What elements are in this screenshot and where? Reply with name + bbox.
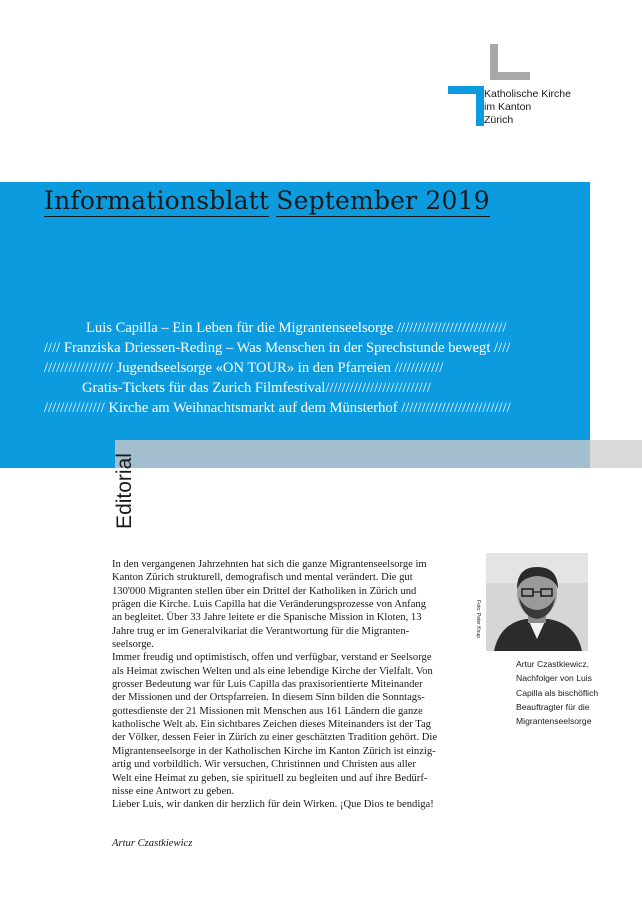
headline-1[interactable]: Luis Capilla – Ein Leben für die Migrantenseelsorge /////////////////////////// [86, 320, 507, 336]
caption-line: Capilla als bischöflich [516, 687, 599, 698]
author-signature: Artur Czastkiewicz [112, 838, 193, 849]
logo-line-1: Katholische Kirche [484, 88, 571, 100]
headline-4[interactable]: Gratis-Tickets für das Zurich Filmfestival////////////////////////// [82, 380, 431, 396]
logo-text [484, 88, 571, 127]
editorial-label: Editorial [113, 453, 136, 529]
article-line: katholische Welt ab. Ein sichtbares Zeichen dieses Miteinanders ist der Tag [112, 719, 431, 731]
caption-line: Migrantenseelsorge [516, 716, 592, 727]
title-part-1: Informationsblatt [44, 186, 270, 215]
page-title [44, 186, 490, 215]
article-line: grosser Bedeutung war für Luis Capilla das praxisorientierte Miteinander [112, 679, 423, 691]
article-line: Immer freudig und optimistisch, offen und verfügbar, verstand er Seelsorge [112, 652, 432, 664]
article-line: Welt eine Heimat zu geben, sie spirituell zu begleiten und auf ihre Bedürf- [112, 772, 428, 784]
article-line: In den vergangenen Jahrzehnten hat sich die ganze Migrantenseelsorge im [112, 559, 427, 570]
article-line: prägen die Kirche. Luis Capilla hat die Veränderungsprozesse von Anfang [112, 599, 426, 611]
logo-line-2: im Kanton [484, 101, 532, 113]
headline-3[interactable]: ///////////////// Jugendseelsorge «ON TOUR» in den Pfarreien //////////// [44, 360, 444, 376]
article-line: Lieber Luis, wir danken dir herzlich für dein Wirken. ¡Que Dios te bendiga! [112, 799, 434, 811]
photo-caption [516, 657, 598, 728]
photo-credit [475, 600, 485, 640]
title-part-2: September 2019 [276, 186, 490, 215]
article-line: nisse eine Antwort zu geben. [112, 785, 235, 797]
grey-stripe-overlap [115, 440, 590, 468]
caption-line: Beauftragter für die [516, 701, 590, 712]
section-label [113, 445, 139, 541]
article-line: der Völker, dessen Feier in Zürich zu einer geschätzten Tradition gehört. Die [112, 732, 438, 744]
article-line: 130'000 Migranten stellen über ein Drittel der Katholiken in Zürich und [112, 585, 417, 597]
article-line: an begleitet. Über 33 Jahre leitete er die Spanische Mission in Kloten, 13 [112, 612, 422, 624]
portrait-icon [486, 553, 588, 651]
author-photo [486, 553, 588, 651]
article-line: als Heimat zwischen Welten und als eine lebendige Kirche der Vielfalt. Von [112, 665, 433, 677]
caption-line: Nachfolger von Luis [516, 673, 592, 684]
photo-credit-text: Foto: Peter Knup [474, 600, 481, 638]
church-logo [448, 44, 628, 134]
article-line: artig und vorbildlich. Wir versuchen, Christinnen und Christen aus aller [112, 759, 416, 771]
article-line: Kanton Zürich strukturell, demografisch und mental verändert. Die gut [112, 572, 413, 584]
article-line: Jahre trug er im Generalvikariat die Verantwortung für die Migranten- [112, 625, 410, 637]
article-line: der Missionen und der Ortspfarreien. In diesem Sinn bilden die Sonntags- [112, 692, 425, 704]
article-line: Migrantenseelsorge in der Katholischen Kirche im Kanton Zürich ist einzig- [112, 745, 436, 757]
article-line: gottesdienste der 21 Missionen mit Menschen aus 161 Ländern die ganze [112, 705, 423, 717]
headline-2[interactable]: //// Franziska Driessen-Reding – Was Menschen in der Sprechstunde bewegt //// [44, 340, 511, 356]
article-line: seelsorge. [112, 639, 154, 651]
caption-line: Artur Czastkiewicz, [516, 659, 590, 669]
article-body [112, 558, 467, 812]
logo-line-3: Zürich [484, 114, 514, 126]
headline-5[interactable]: /////////////// Kirche am Weihnachtsmarkt auf dem Münsterhof /////////////////////////// [44, 400, 511, 416]
